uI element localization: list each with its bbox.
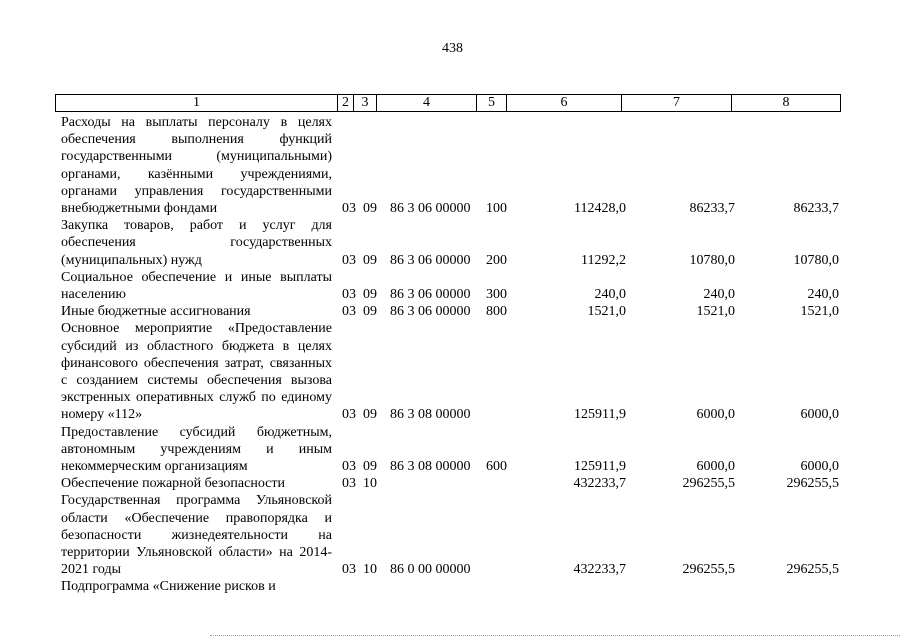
cell-subsection: 10 bbox=[363, 476, 377, 492]
cell-amount-7: 296255,5 bbox=[682, 562, 735, 578]
row-name: Обеспечение пожарной безопасности bbox=[61, 476, 286, 492]
cell-section: 03 bbox=[342, 562, 356, 578]
cell-amount-6: 240,0 bbox=[594, 287, 626, 303]
cell-expense-type: 600 bbox=[486, 459, 507, 475]
table-row bbox=[0, 303, 905, 320]
cell-amount-7: 10780,0 bbox=[689, 252, 735, 268]
table-row bbox=[0, 114, 905, 217]
cell-subsection: 09 bbox=[363, 252, 377, 268]
table-row bbox=[0, 475, 905, 492]
row-name: Государственная программа Ульяновской области «Обеспечение правопорядка и безопасности жизнедеятельности на территории Ульяновской области» на 2014-2021 годы bbox=[61, 493, 332, 578]
cell-amount-7: 86233,7 bbox=[689, 201, 735, 217]
cell-subsection: 09 bbox=[363, 459, 377, 475]
cell-section: 03 bbox=[342, 476, 356, 492]
cell-amount-8: 1521,0 bbox=[800, 304, 839, 320]
cell-subsection: 09 bbox=[363, 304, 377, 320]
header-col-7: 7 bbox=[622, 95, 732, 111]
cell-amount-6: 125911,9 bbox=[574, 459, 626, 475]
cell-amount-8: 10780,0 bbox=[793, 252, 839, 268]
cell-section: 03 bbox=[342, 287, 356, 303]
header-col-4: 4 bbox=[377, 95, 477, 111]
row-name: Подпрограмма «Снижение рисков и bbox=[61, 579, 276, 595]
cell-section: 03 bbox=[342, 407, 356, 423]
cell-amount-7: 1521,0 bbox=[696, 304, 735, 320]
cell-amount-6: 1521,0 bbox=[587, 304, 626, 320]
cell-target-article: 86 0 00 00000 bbox=[390, 562, 471, 578]
table-row bbox=[0, 320, 905, 423]
cell-amount-6: 112428,0 bbox=[574, 201, 626, 217]
cell-target-article: 86 3 06 00000 bbox=[390, 201, 471, 217]
cell-amount-8: 86233,7 bbox=[793, 201, 839, 217]
header-col-5: 5 bbox=[477, 95, 507, 111]
cell-subsection: 09 bbox=[363, 287, 377, 303]
row-name: Иные бюджетные ассигнования bbox=[61, 304, 251, 320]
cell-amount-6: 11292,2 bbox=[581, 252, 626, 268]
cell-subsection: 09 bbox=[363, 407, 377, 423]
row-name: Закупка товаров, работ и услуг для обеспечения государственных (муниципальных) нужд bbox=[61, 218, 332, 268]
cell-amount-6: 432233,7 bbox=[573, 562, 626, 578]
cell-target-article: 86 3 08 00000 bbox=[390, 407, 471, 423]
cell-target-article: 86 3 06 00000 bbox=[390, 287, 471, 303]
header-col-6: 6 bbox=[507, 95, 622, 111]
cell-section: 03 bbox=[342, 459, 356, 475]
cell-target-article: 86 3 06 00000 bbox=[390, 304, 471, 320]
header-col-2: 2 bbox=[338, 95, 354, 111]
table-header bbox=[55, 94, 841, 112]
table-row bbox=[0, 217, 905, 269]
table-row bbox=[0, 269, 905, 303]
table-body bbox=[0, 114, 905, 596]
row-name: Предоставление субсидий бюджетным, автономным учреждениям и иным некоммерческим организациям bbox=[61, 424, 332, 475]
cell-target-article: 86 3 06 00000 bbox=[390, 252, 471, 268]
cell-amount-7: 6000,0 bbox=[696, 407, 735, 423]
cell-expense-type: 200 bbox=[486, 252, 507, 268]
cell-amount-8: 240,0 bbox=[807, 287, 839, 303]
cell-expense-type: 800 bbox=[486, 304, 507, 320]
cell-amount-8: 296255,5 bbox=[786, 476, 839, 492]
header-col-3: 3 bbox=[354, 95, 377, 111]
row-name: Социальное обеспечение и иные выплаты населению bbox=[61, 269, 332, 303]
cell-subsection: 09 bbox=[363, 201, 377, 217]
cell-subsection: 10 bbox=[363, 562, 377, 578]
cell-section: 03 bbox=[342, 252, 356, 268]
cell-amount-7: 6000,0 bbox=[696, 459, 735, 475]
row-name: Основное мероприятие «Предоставление субсидий из областного бюджета в целях финансового обеспечения затрат, связанных с созданием системы обеспечения вызова экстренных оперативных служб по единому номеру «112» bbox=[61, 321, 332, 423]
cell-amount-7: 296255,5 bbox=[682, 476, 735, 492]
table-row bbox=[0, 492, 905, 578]
table-row bbox=[0, 578, 905, 595]
header-col-8: 8 bbox=[782, 95, 790, 110]
page-number: 438 bbox=[442, 41, 463, 56]
cell-amount-8: 6000,0 bbox=[800, 459, 839, 475]
table-row bbox=[0, 424, 905, 476]
scan-artifact-line bbox=[210, 635, 900, 637]
cell-expense-type: 100 bbox=[486, 201, 507, 217]
cell-section: 03 bbox=[342, 201, 356, 217]
row-name: Расходы на выплаты персоналу в целях обеспечения выполнения функций государственными (муниципальными) органами, казёнными учреждениями, органами управления государственными внебюджетными фондами bbox=[61, 115, 332, 217]
cell-amount-6: 432233,7 bbox=[573, 476, 626, 492]
header-col-1: 1 bbox=[56, 95, 338, 111]
cell-expense-type: 300 bbox=[486, 287, 507, 303]
cell-section: 03 bbox=[342, 304, 356, 320]
cell-amount-7: 240,0 bbox=[703, 287, 735, 303]
cell-target-article: 86 3 08 00000 bbox=[390, 459, 471, 475]
cell-amount-8: 296255,5 bbox=[786, 562, 839, 578]
cell-amount-8: 6000,0 bbox=[800, 407, 839, 423]
cell-amount-6: 125911,9 bbox=[574, 407, 626, 423]
